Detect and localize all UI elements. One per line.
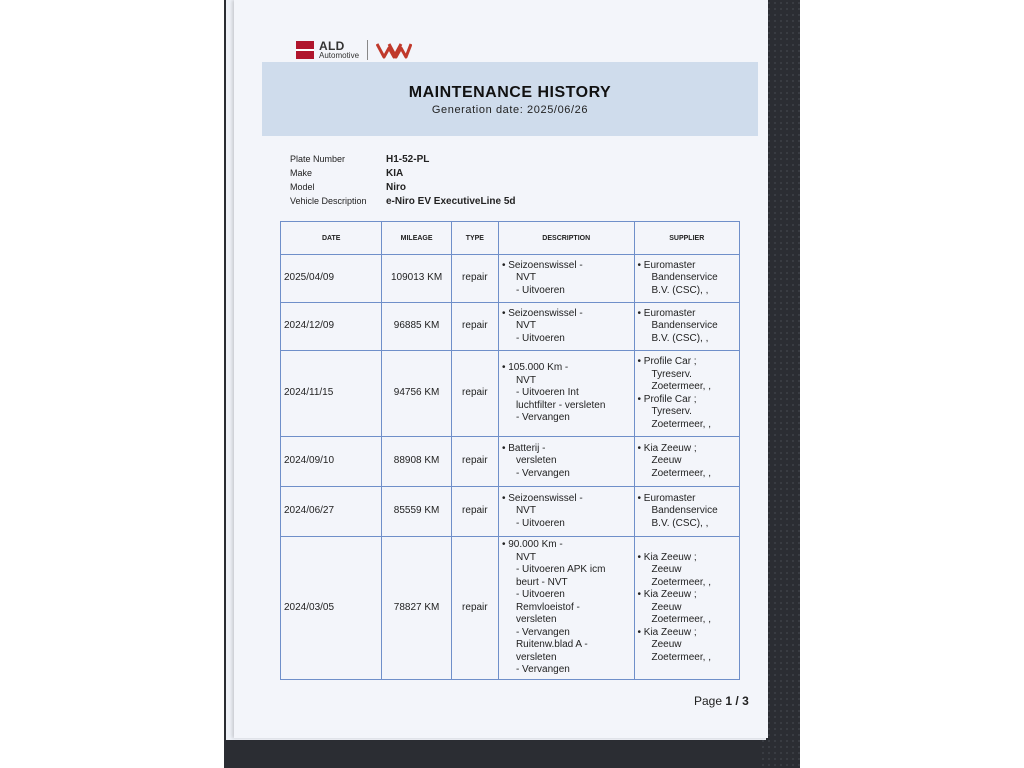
logo-divider [367,40,368,60]
supplier-line: • Kia Zeeuw ; [637,626,697,638]
description-line: • 90.000 Km - [501,539,563,550]
description-line: • Batterij - [501,442,546,454]
column-header-description: DESCRIPTION [498,222,634,255]
description-line: - Vervangen [515,412,570,424]
supplier-line: Tyreserv. [651,368,692,380]
supplier-line: B.V. (CSC), , [651,284,709,296]
description-line: NVT [515,272,536,284]
brand-name: ALD [319,39,345,53]
generation-date: Generation date: 2025/06/26 [431,104,589,116]
description-line: • 105.000 Km - [501,362,569,374]
cell-date: 2025/04/09 [281,255,382,303]
column-header-supplier: SUPPLIER [634,222,739,255]
maintenance-history-page [234,0,768,738]
cell-type: repair [451,351,498,437]
vehicle-row [290,152,516,166]
cell-type: repair [451,303,498,351]
supplier-line: Zoetermeer, , [651,576,711,588]
table-row [281,537,740,680]
description-line: Remvloeistof - [515,601,580,613]
supplier-line: Zoetermeer, , [651,418,711,430]
ww-logo-icon [376,40,412,60]
vehicle-row [290,166,516,180]
description-label: Vehicle Description [290,196,367,206]
column-header-mileage: MILEAGE [382,222,451,255]
cell-type: repair [451,537,498,680]
supplier-line: • Kia Zeeuw ; [637,551,697,563]
supplier-line: Zoetermeer, , [651,381,711,392]
cell-type: repair [451,487,498,537]
cell-supplier [634,537,739,680]
description-line: • Seizoenswissel - [501,492,583,504]
cell-description [498,537,634,680]
description-line: - Vervangen [515,467,570,479]
supplier-line: • Euromaster [637,492,696,504]
vehicle-info [290,152,516,208]
supplier-line: Bandenservice [651,505,718,517]
cell-description [498,437,634,487]
cell-date: 2024/09/10 [281,437,382,487]
description-line: NVT [515,374,536,386]
model-value: Niro [386,181,406,193]
description-value: e-Niro EV ExecutiveLine 5d [386,195,516,207]
cell-date: 2024/11/15 [281,351,382,437]
page-current: 1 [725,694,733,708]
cell-description [498,487,634,537]
ald-logo-icon [296,41,314,59]
plate-label: Plate Number [290,154,346,164]
supplier-line: • Euromaster [637,307,696,319]
page-total: 3 [742,694,749,708]
description-line: NVT [515,551,536,563]
supplier-line: Zeeuw [651,639,682,650]
description-line: Ruitenw.blad A - [515,639,588,650]
cell-date: 2024/12/09 [281,303,382,351]
supplier-line: Tyreserv. [651,406,692,417]
table-header-row [281,222,740,255]
cell-mileage: 109013 KM [382,255,451,303]
supplier-line: Zeeuw [651,564,682,575]
supplier-line: Bandenservice [651,272,718,284]
cell-supplier [634,303,739,351]
column-header-type: TYPE [451,222,498,255]
cell-description [498,303,634,351]
cell-mileage: 88908 KM [382,437,451,487]
description-line: • Seizoenswissel - [501,259,583,271]
document-title: MAINTENANCE HISTORY [408,84,612,101]
supplier-line: • Kia Zeeuw ; [637,442,697,454]
table-row [281,437,740,487]
make-label: Make [290,168,313,178]
supplier-line: Zoetermeer, , [651,651,711,663]
description-line: - Uitvoeren [515,517,565,529]
vehicle-row [290,194,516,208]
company-logo [296,40,412,60]
description-line: - Vervangen [515,626,570,638]
cell-type: repair [451,255,498,303]
supplier-line: B.V. (CSC), , [651,517,709,529]
cell-date: 2024/06/27 [281,487,382,537]
model-label: Model [290,182,315,192]
description-line: luchtfilter - versleten [515,399,606,411]
description-line: - Uitvoeren Int [515,387,579,399]
description-line: versleten [515,651,557,663]
make-value: KIA [386,167,404,179]
supplier-line: Zeeuw [651,601,682,613]
supplier-line: • Profile Car ; [637,356,697,367]
description-line: - Uitvoeren [515,332,565,344]
cell-type: repair [451,437,498,487]
column-header-date: DATE [281,222,382,255]
table-body [281,255,740,680]
description-line: versleten [515,455,557,467]
page-separator: / [735,694,739,708]
table-row [281,351,740,437]
maintenance-table [280,221,740,680]
table-row [281,255,740,303]
table-row [281,303,740,351]
supplier-line: • Euromaster [637,259,696,271]
cell-description [498,351,634,437]
cell-date: 2024/03/05 [281,537,382,680]
cell-description [498,255,634,303]
supplier-line: Zoetermeer, , [651,614,711,625]
description-line: NVT [515,505,536,517]
cell-supplier [634,437,739,487]
supplier-line: Bandenservice [651,320,718,332]
description-line: - Uitvoeren [515,589,565,600]
table-row [281,487,740,537]
vehicle-row [290,180,516,194]
title-banner [262,62,758,136]
description-line: NVT [515,320,536,332]
brand-subtitle: Automotive [319,51,360,60]
description-line: - Vervangen [515,664,570,675]
plate-value: H1-52-PL [386,153,430,165]
description-line: - Uitvoeren APK icm [515,564,606,575]
description-line: versleten [515,614,557,625]
cell-supplier [634,255,739,303]
cell-mileage: 78827 KM [382,537,451,680]
supplier-line: • Kia Zeeuw ; [637,589,697,600]
supplier-line: Zeeuw [651,455,682,467]
cell-supplier [634,487,739,537]
supplier-line: B.V. (CSC), , [651,332,709,344]
supplier-line: • Profile Car ; [637,393,697,405]
description-line: - Uitvoeren [515,284,565,296]
supplier-line: Zoetermeer, , [651,467,711,479]
cell-mileage: 85559 KM [382,487,451,537]
page-label: Page [694,694,723,708]
cell-mileage: 96885 KM [382,303,451,351]
cell-supplier [634,351,739,437]
description-line: • Seizoenswissel - [501,307,583,319]
description-line: beurt - NVT [515,576,568,588]
cell-mileage: 94756 KM [382,351,451,437]
page-indicator [694,694,749,708]
